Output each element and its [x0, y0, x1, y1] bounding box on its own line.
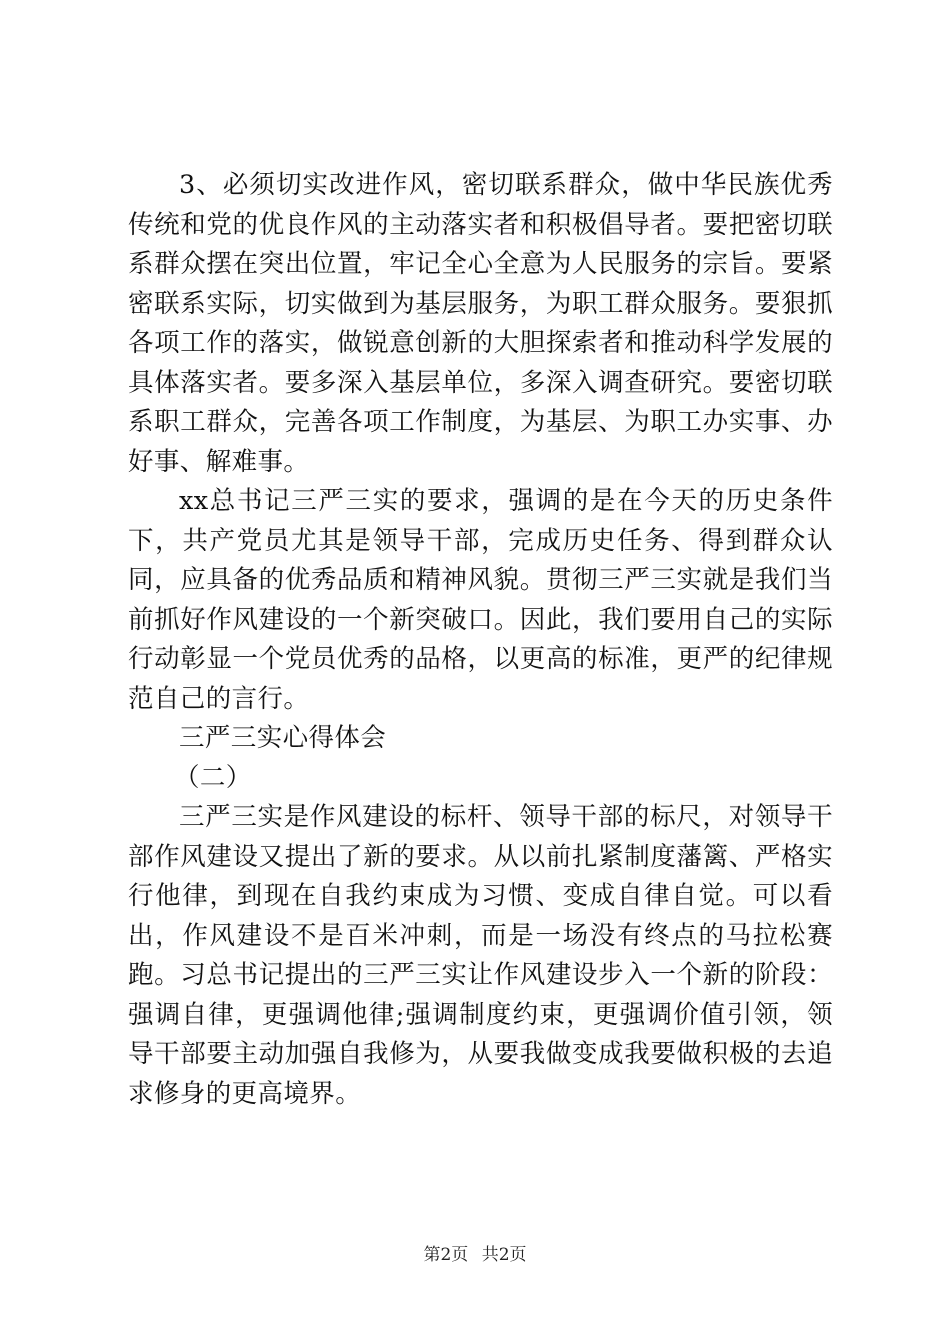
page-footer — [0, 1243, 950, 1267]
page-number-current: 第2页 — [423, 1245, 469, 1265]
section-title: 三严三实心得体会 — [179, 723, 387, 753]
body-paragraph-1: 3、必须切实改进作风，密切联系群众，做中华民族优秀传统和党的优良作风的主动落实者和积极倡导者。要把密切联系群众摆在突出位置，牢记全心全意为人民服务的宗旨。要紧密联系实际，切实做到为基层服务，为职工群众服务。要狠抓各项工作的落实，做锐意创新的大胆探索者和推动科学发展的具体落实者。要多深入基层单位，多深入调查研究。要密切联系职工群众，完善各项工作制度，为基层、为职工办实事、办好事、解难事。 — [128, 170, 833, 477]
section-paragraph: 三严三实是作风建设的标杆、领导干部的标尺，对领导干部作风建设又提出了新的要求。从以前扎紧制度藩篱、严格实行他律，到现在自我约束成为习惯、变成自律自觉。可以看出，作风建设不是百米冲刺，而是一场没有终点的马拉松赛跑。习总书记提出的三严三实让作风建设步入一个新的阶段：强调自律，更强调他律;强调制度约束，更强调价值引领，领导干部要主动加强自我修为，从要我做变成我要做积极的去追求修身的更高境界。 — [128, 802, 833, 1109]
section-number: （二） — [174, 762, 252, 793]
document-body — [128, 166, 833, 1114]
body-paragraph-2: xx总书记三严三实的要求，强调的是在今天的历史条件下，共产党员尤其是领导干部，完成历史任务、得到群众认同，应具备的优秀品质和精神风貌。贯彻三严三实就是我们当前抓好作风建设的一个新突破口。因此，我们要用自己的实际行动彰显一个党员优秀的品格，以更高的标准，更严的纪律规范自己的言行。 — [128, 486, 833, 714]
page-number-total: 共2页 — [481, 1245, 527, 1265]
